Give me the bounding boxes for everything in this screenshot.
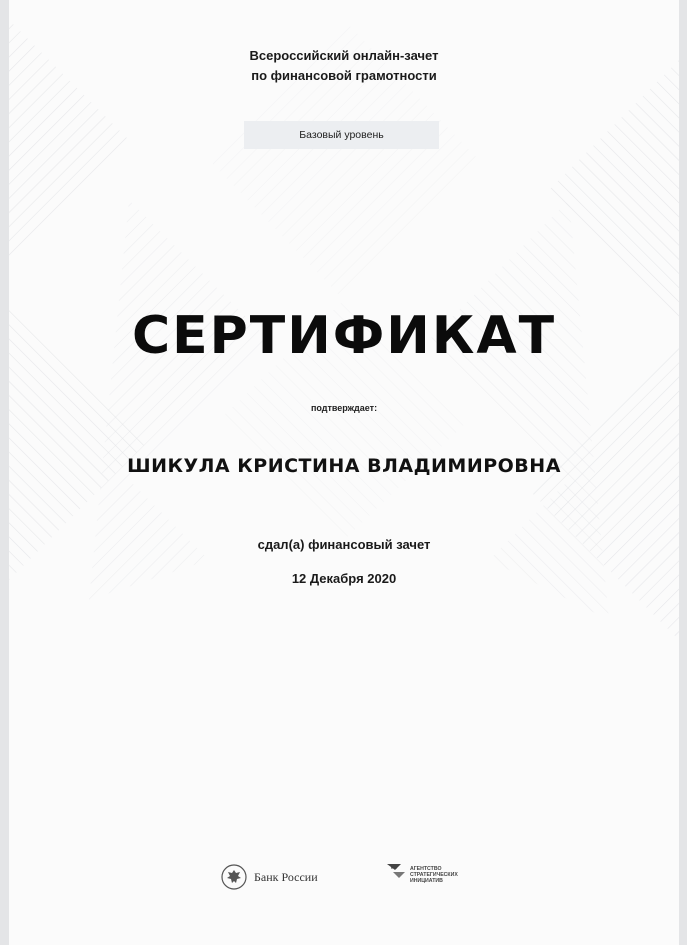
issue-date: 12 Декабря 2020 [291,571,397,586]
contest-title-line1: Всероссийский онлайн-зачет [249,48,439,63]
certificate-sheet [9,0,679,945]
agency-arrow-icon [385,860,407,890]
agency-label [410,866,458,884]
bank-of-russia-label: Банк России [254,869,318,884]
contest-title-line2: по финансовой грамотности [251,68,437,83]
agency-label-line3: ИНИЦИАТИВ [410,878,443,884]
recipient-name: ШИКУЛА КРИСТИНА ВЛАДИМИРОВНА [127,455,561,477]
agency-logo [385,858,458,892]
passed-text: сдал(а) финансовый зачет [257,537,431,552]
level-badge: Базовый уровень [244,121,439,149]
confirms-label: подтверждает: [310,403,378,413]
certificate-title: СЕРТИФИКАТ [131,306,557,366]
agency-label-line2: СТРАТЕГИЧЕСКИХ [410,872,458,878]
eagle-emblem-icon [221,864,247,890]
agency-label-line1: АГЕНТСТВО [410,866,442,872]
bank-of-russia-logo [221,864,318,890]
contest-title [9,46,679,86]
